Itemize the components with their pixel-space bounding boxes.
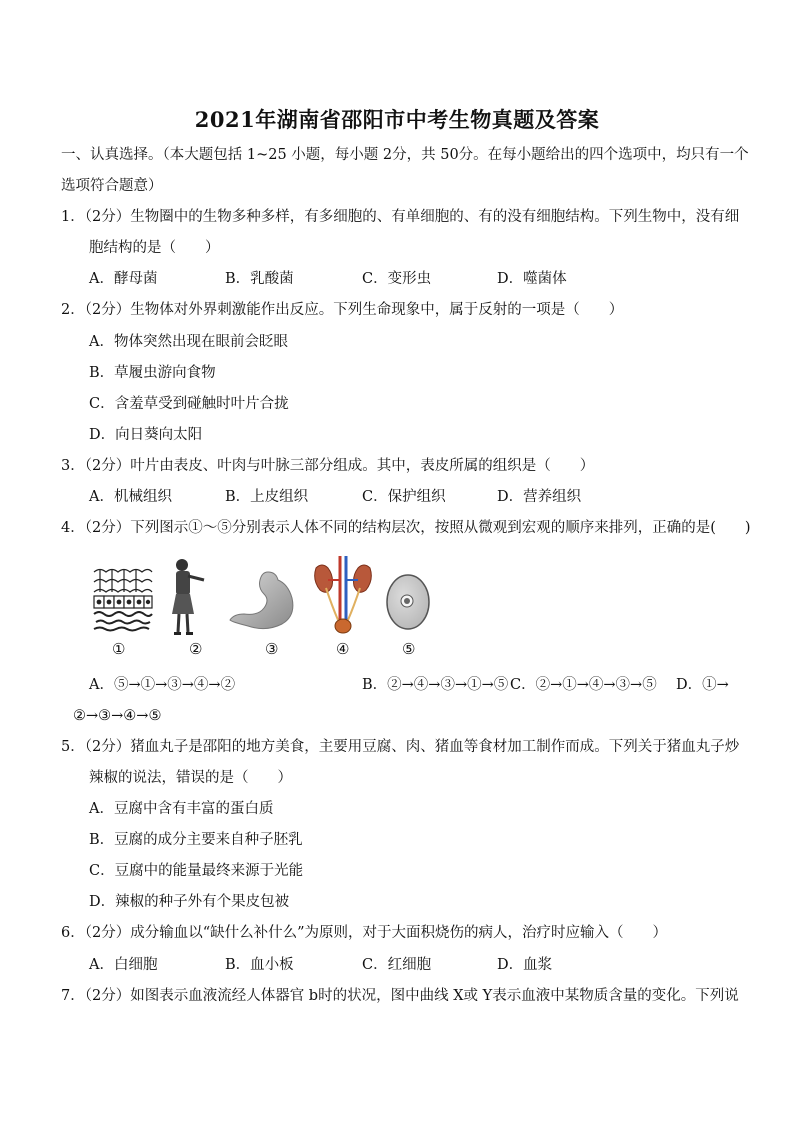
q6-option-a: A．白细胞 <box>89 957 158 973</box>
q4-option-b: B．②→④→③→①→⑤ <box>362 677 509 693</box>
urinary-system-illustration <box>312 556 374 638</box>
q6-stem: 6．（2分）成分输血以“缺什么补什么”为原则，对于大面积烧伤的病人，治疗时应输入（ ） <box>61 925 668 941</box>
q1-stem-line1: 1．（2分）生物圈中的生物多种多样，有多细胞的、有单细胞的、有的没有细胞结构。下列生物中，没有细 <box>61 209 740 225</box>
q6-option-b: B．血小板 <box>225 957 294 973</box>
section-instruction-line1: 一、认真选择。（本大题包括 1~25 小题，每小题 2分，共 50分。在每小题给出的四个选项中，均只有一个 <box>61 147 749 163</box>
q1-option-a: A．酵母菌 <box>89 271 158 287</box>
q5-option-a: A．豆腐中含有丰富的蛋白质 <box>89 801 274 817</box>
q3-option-b: B．上皮组织 <box>225 489 309 505</box>
q6-option-c: C．红细胞 <box>362 957 432 973</box>
human-figure-illustration <box>168 556 210 638</box>
q4-option-d: D．①→ <box>676 677 729 693</box>
q2-option-b: B．草履虫游向食物 <box>89 365 216 381</box>
q5-stem-line2: 辣椒的说法，错误的是（ ） <box>89 770 292 786</box>
q4-option-d-continued: ②→③→④→⑤ <box>73 708 162 724</box>
q1-option-d: D．噬菌体 <box>497 271 567 287</box>
figure-label-3: ③ <box>265 640 279 658</box>
figure-label-5: ⑤ <box>402 640 416 658</box>
q6-option-d: D．血浆 <box>497 957 553 973</box>
q3-option-d: D．营养组织 <box>497 489 582 505</box>
figure-label-4: ④ <box>336 640 350 658</box>
q1-stem-line2: 胞结构的是（ ） <box>89 240 220 256</box>
q1-option-b: B．乳酸菌 <box>225 271 294 287</box>
figure-label-1: ① <box>112 640 126 658</box>
q2-option-c: C．含羞草受到碰触时叶片合拢 <box>89 396 289 412</box>
cell-illustration <box>384 572 432 632</box>
q1-option-c: C．变形虫 <box>362 271 432 287</box>
q5-stem-line1: 5．（2分）猪血丸子是邵阳的地方美食，主要用豆腐、肉、猪血等食材加工制作而成。下列关于猪血丸子炒 <box>61 739 740 755</box>
q3-option-c: C．保护组织 <box>362 489 446 505</box>
q2-stem: 2．（2分）生物体对外界刺激能作出反应。下列生命现象中，属于反射的一项是（ ） <box>61 302 624 318</box>
q3-stem: 3．（2分）叶片由表皮、叶肉与叶脉三部分组成。其中，表皮所属的组织是（ ） <box>61 458 595 474</box>
q5-option-b: B．豆腐的成分主要来自种子胚乳 <box>89 832 303 848</box>
q4-stem: 4．（2分）下列图示①～⑤分别表示人体不同的结构层次，按照从微观到宏观的顺序来排列，正确的是( ) <box>61 520 751 536</box>
figure-label-2: ② <box>189 640 203 658</box>
stomach-illustration <box>228 570 298 632</box>
tissue-cells-illustration <box>92 566 154 632</box>
q4-option-c: C．②→①→④→③→⑤ <box>510 677 657 693</box>
q3-option-a: A．机械组织 <box>89 489 172 505</box>
q5-option-c: C．豆腐中的能量最终来源于光能 <box>89 863 304 879</box>
q4-option-a: A．⑤→①→③→④→② <box>89 677 236 693</box>
q2-option-d: D．向日葵向太阳 <box>89 427 203 443</box>
section-instruction-line2: 选项符合题意） <box>61 178 163 194</box>
q5-option-d: D．辣椒的种子外有个果皮包被 <box>89 894 290 910</box>
page-title: 2021年湖南省邵阳市中考生物真题及答案 <box>194 107 600 132</box>
q2-option-a: A．物体突然出现在眼前会眨眼 <box>89 334 288 350</box>
q7-stem-line1: 7．（2分）如图表示血液流经人体器官 b时的状况，图中曲线 X或 Y表示血液中某物质含量的变化。下列说 <box>61 988 739 1004</box>
